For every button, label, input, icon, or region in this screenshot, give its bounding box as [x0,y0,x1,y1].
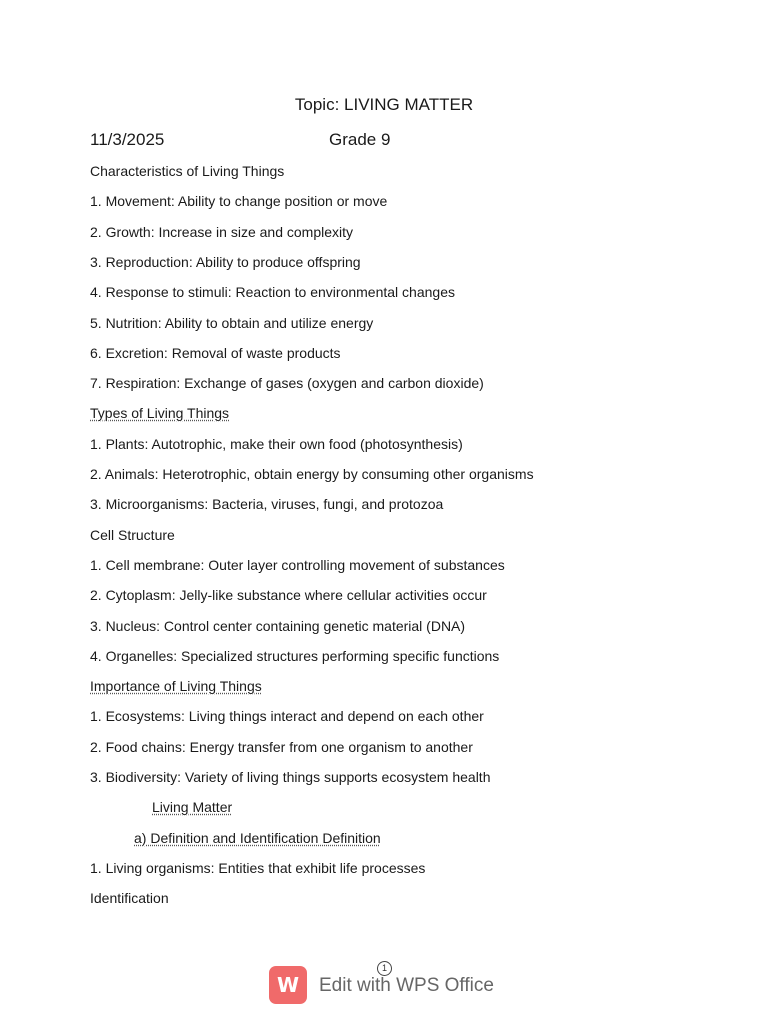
edit-with-wps-link[interactable]: Edit with WPS Office [319,975,494,996]
document-line: Identification [90,890,169,906]
document-line: 7. Respiration: Exchange of gases (oxygen and carbon dioxide) [90,375,484,391]
document-line: 1. Cell membrane: Outer layer controlling movement of substances [90,557,505,573]
document-line: 1. Plants: Autotrophic, make their own food (photosynthesis) [90,436,463,452]
document-line: 1. Ecosystems: Living things interact and depend on each other [90,708,484,724]
wps-logo-letter: W [276,973,300,997]
document-line: 2. Animals: Heterotrophic, obtain energy by consuming other organisms [90,466,534,482]
document-line: 1. Movement: Ability to change position or move [90,193,388,209]
document-line: 4. Organelles: Specialized structures performing specific functions [90,648,500,664]
wps-logo-icon[interactable] [269,966,307,1004]
document-line: 2. Cytoplasm: Jelly-like substance where cellular activities occur [90,587,487,603]
document-line: 2. Growth: Increase in size and complexity [90,224,354,240]
document-line: 6. Excretion: Removal of waste products [90,345,341,361]
document-line: 2. Food chains: Energy transfer from one organism to another [90,739,473,755]
document-line: 5. Nutrition: Ability to obtain and utilize energy [90,315,374,331]
page-number: 1 [377,961,392,976]
document-line: Types of Living Things [90,405,230,421]
document-line: 3. Nucleus: Control center containing genetic material (DNA) [90,618,466,634]
document-date: 11/3/2025 [90,130,165,149]
document-line: a) Definition and Identification Definition [134,830,381,846]
document-line: Characteristics of Living Things [90,163,285,179]
document-line: Living Matter [152,799,233,815]
page-title: Topic: LIVING MATTER [294,95,474,114]
document-line: Cell Structure [90,527,175,543]
grade-label: Grade 9 [329,130,391,149]
document-line: 3. Microorganisms: Bacteria, viruses, fungi, and protozoa [90,496,444,512]
document-line: 3. Reproduction: Ability to produce offspring [90,254,361,270]
document-line: Importance of Living Things [90,678,262,694]
document-line: 1. Living organisms: Entities that exhibit life processes [90,860,426,876]
document-line: 4. Response to stimuli: Reaction to environmental changes [90,284,455,300]
document-line: 3. Biodiversity: Variety of living things supports ecosystem health [90,769,491,785]
